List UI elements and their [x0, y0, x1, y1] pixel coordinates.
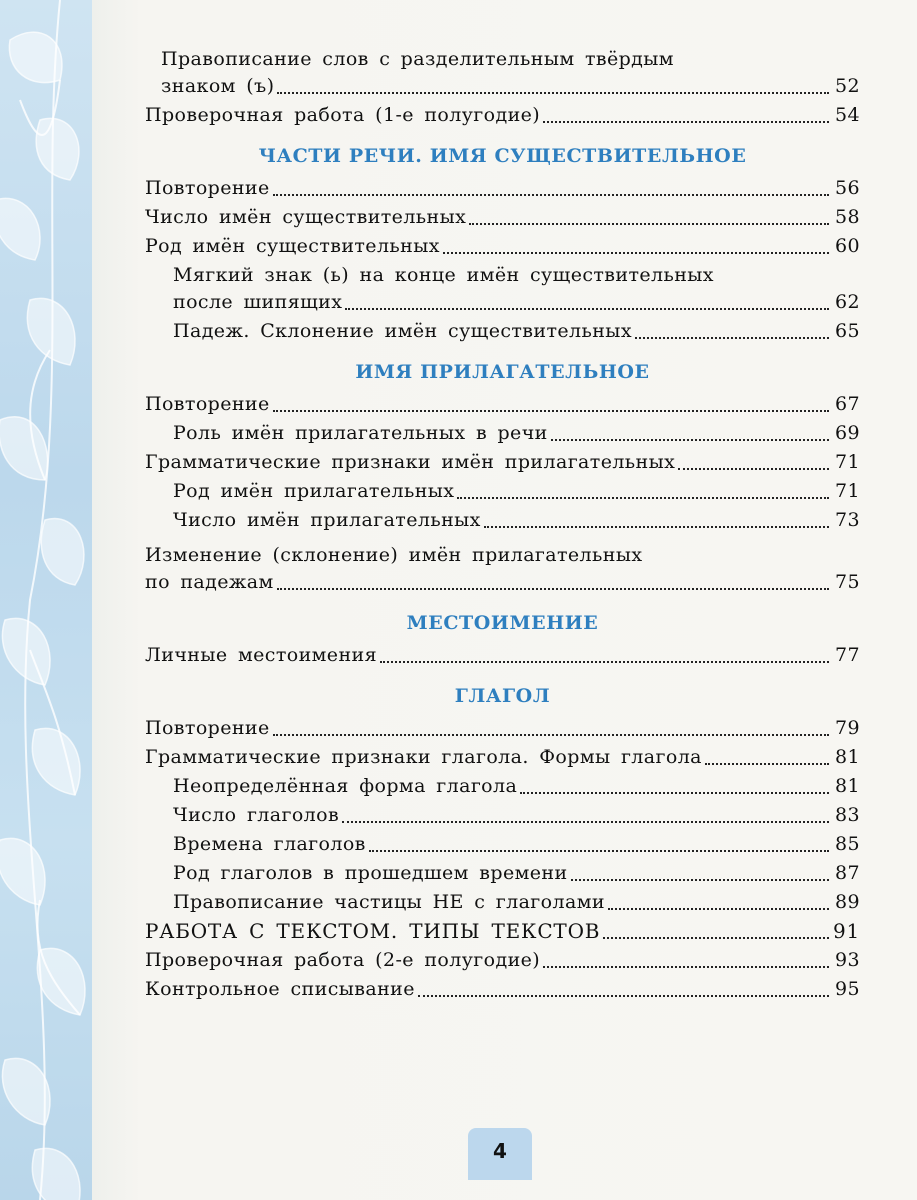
toc-entry-label: Число имён прилагательных	[173, 509, 481, 531]
leader-dots	[571, 879, 829, 881]
toc-entry-label: Род имён существительных	[145, 235, 440, 257]
toc-entry-label: Повторение	[145, 393, 270, 415]
toc-entry-label: Падеж. Склонение имён существительных	[173, 320, 632, 342]
toc-page-number: 62	[835, 291, 860, 313]
leader-dots	[520, 792, 829, 794]
toc-entry[interactable]	[145, 45, 860, 72]
toc-entry-label: Грамматические признаки глагола. Формы глагола	[145, 746, 702, 768]
toc-entry-label: Грамматические признаки имён прилагательных	[145, 451, 676, 473]
toc-entry-label: Род имён прилагательных	[173, 480, 455, 502]
leader-dots	[443, 252, 829, 254]
table-of-contents	[145, 45, 860, 1004]
toc-entry[interactable]	[145, 72, 860, 101]
toc-entry-label: РАБОТА С ТЕКСТОМ. ТИПЫ ТЕКСТОВ	[145, 919, 601, 943]
toc-entry-label: Личные местоимения	[145, 644, 377, 666]
toc-page-number: 71	[835, 451, 860, 473]
leader-dots	[469, 223, 829, 225]
toc-entry-label: знаком (ъ)	[161, 75, 275, 97]
toc-entry[interactable]	[145, 448, 860, 477]
toc-page-number: 54	[835, 104, 860, 126]
leader-dots	[457, 497, 829, 499]
toc-entry[interactable]	[145, 390, 860, 419]
leader-dots	[543, 121, 829, 123]
leader-dots	[551, 439, 829, 441]
toc-entry-label: Род глаголов в прошедшем времени	[173, 862, 568, 884]
toc-entry[interactable]	[145, 888, 860, 917]
toc-page-number: 75	[835, 571, 860, 593]
leader-dots	[277, 588, 829, 590]
toc-entry-label: Мягкий знак (ь) на конце имён существительных	[173, 264, 714, 286]
toc-entry-label: Неопределённая форма глагола	[173, 775, 518, 797]
toc-entry-label: Повторение	[145, 717, 270, 739]
toc-entry-label: Изменение (склонение) имён прилагательных	[145, 544, 643, 566]
toc-page-number: 95	[835, 978, 860, 1000]
leader-dots	[608, 908, 829, 910]
toc-page-number: 73	[835, 509, 860, 531]
leader-dots	[678, 468, 829, 470]
toc-entry[interactable]	[145, 714, 860, 743]
leader-dots	[273, 194, 829, 196]
leader-dots	[705, 763, 829, 765]
leader-dots	[273, 410, 829, 412]
toc-page-number: 85	[835, 833, 860, 855]
toc-entry[interactable]	[145, 477, 860, 506]
leaf-pattern-icon	[0, 0, 92, 1200]
page-number-tab: 4	[468, 1128, 532, 1180]
toc-entry-label: Повторение	[145, 177, 270, 199]
toc-page-number: 65	[835, 320, 860, 342]
section-heading: МЕСТОИМЕНИЕ	[406, 612, 599, 634]
toc-entry-label: Контрольное списывание	[145, 978, 415, 1000]
toc-entry[interactable]	[145, 506, 860, 535]
toc-entry[interactable]	[145, 917, 860, 946]
toc-entry[interactable]	[145, 743, 860, 772]
toc-page-number: 93	[835, 949, 860, 971]
toc-entry-label: Правописание частицы НЕ с глаголами	[173, 891, 605, 913]
toc-entry[interactable]	[145, 975, 860, 1004]
leader-dots	[418, 995, 829, 997]
leader-dots	[369, 850, 829, 852]
toc-page-number: 81	[835, 746, 860, 768]
toc-entry[interactable]	[145, 830, 860, 859]
toc-page-number: 67	[835, 393, 860, 415]
leader-dots	[342, 821, 829, 823]
section-heading: ЧАСТИ РЕЧИ. ИМЯ СУЩЕСТВИТЕЛЬНОЕ	[258, 145, 747, 167]
toc-page-number: 56	[835, 177, 860, 199]
toc-entry[interactable]	[145, 261, 860, 288]
decorative-leaf-sidebar	[0, 0, 92, 1200]
toc-entry[interactable]	[145, 641, 860, 670]
toc-entry[interactable]	[145, 203, 860, 232]
toc-entry[interactable]	[145, 541, 860, 568]
toc-entry[interactable]	[145, 946, 860, 975]
toc-entry[interactable]	[145, 288, 860, 317]
toc-entry-label: Времена глаголов	[173, 833, 366, 855]
toc-entry[interactable]	[145, 317, 860, 346]
toc-page-number: 71	[835, 480, 860, 502]
toc-page-number: 89	[835, 891, 860, 913]
toc-page-number: 58	[835, 206, 860, 228]
toc-entry[interactable]	[145, 101, 860, 130]
toc-entry-label: после шипящих	[173, 291, 343, 313]
toc-entry-label: по падежам	[145, 571, 274, 593]
toc-entry-label: Число глаголов	[173, 804, 340, 826]
toc-page-number: 52	[835, 75, 860, 97]
toc-entry[interactable]	[145, 568, 860, 597]
toc-entry[interactable]	[145, 419, 860, 448]
toc-entry-label: Число имён существительных	[145, 206, 467, 228]
toc-entry[interactable]	[145, 174, 860, 203]
toc-entry[interactable]	[145, 859, 860, 888]
toc-page-number: 69	[835, 422, 860, 444]
toc-entry[interactable]	[145, 801, 860, 830]
section-heading: ГЛАГОЛ	[454, 685, 551, 707]
toc-page-number: 60	[835, 235, 860, 257]
toc-entry[interactable]	[145, 772, 860, 801]
leader-dots	[380, 661, 829, 663]
leader-dots	[345, 308, 829, 310]
toc-page-number: 81	[835, 775, 860, 797]
toc-entry-label: Правописание слов с разделительным твёрдым	[161, 48, 674, 70]
toc-entry[interactable]	[145, 232, 860, 261]
toc-page-number: 87	[835, 862, 860, 884]
leader-dots	[603, 937, 829, 939]
section-heading: ИМЯ ПРИЛАГАТЕЛЬНОЕ	[355, 361, 650, 383]
leader-dots	[635, 337, 829, 339]
toc-entry-label: Проверочная работа (2-е полугодие)	[145, 949, 541, 971]
toc-page-number: 77	[835, 644, 860, 666]
toc-entry-label: Проверочная работа (1-е полугодие)	[145, 104, 541, 126]
leader-dots	[277, 92, 829, 94]
toc-page-number: 79	[835, 717, 860, 739]
toc-entry-label: Роль имён прилагательных в речи	[173, 422, 548, 444]
toc-page-number: 91	[832, 919, 860, 943]
leader-dots	[484, 526, 829, 528]
leader-dots	[543, 966, 829, 968]
leader-dots	[273, 734, 829, 736]
toc-page-number: 83	[835, 804, 860, 826]
